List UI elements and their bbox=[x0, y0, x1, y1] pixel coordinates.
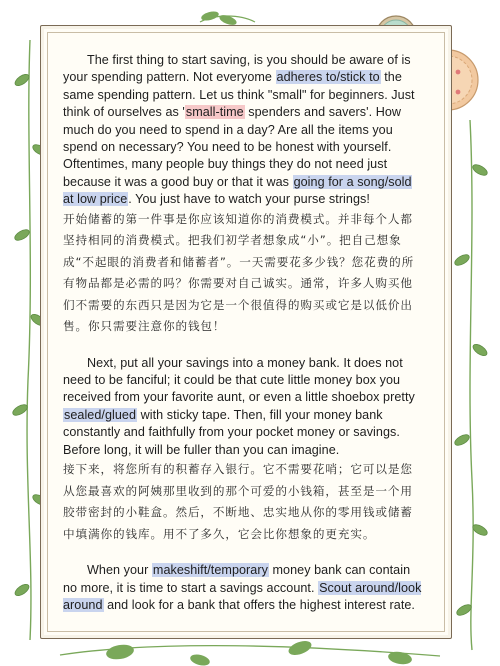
article-body bbox=[63, 52, 423, 614]
paragraph-2-en bbox=[63, 355, 423, 459]
highlight-phrase: sealed/glued bbox=[64, 407, 137, 422]
highlight-phrase: small-time bbox=[185, 105, 244, 120]
paragraph-1-zh: 开始储蓄的第一件事是你应该知道你的消费模式。并非每个人都坚持相同的消费模式。把我们初学者想象成“小”。把自己想象成“不起眼的消费者和储蓄者”。一天需要花多少钱？您花费的所有物品都是必需的吗？你需要对自己诚实。通常，许多人购买他们不需要的东西只是因为它是一个很值得的购买或它是以低价出售。你只需要注意你的钱包！ bbox=[63, 211, 415, 334]
right-vine-icon bbox=[453, 120, 489, 650]
highlight-phrase: Scout around/look around bbox=[63, 580, 422, 612]
text-run: When your bbox=[87, 563, 152, 578]
text-run: the same spending pattern. Let us think "small" for beginners. Just think of ourselves as ' bbox=[63, 70, 415, 120]
text-run: . You just have to watch your purse strings! bbox=[128, 192, 370, 207]
paragraph-3-en bbox=[63, 562, 423, 614]
text-run: The first thing to start saving, is you should be aware of is your spending pattern. Not everyome bbox=[63, 53, 411, 85]
text-run: money bank can contain no more, it is time to start a savings account. bbox=[63, 563, 411, 595]
text-run: and look for a bank that offers the highest interest rate. bbox=[103, 597, 415, 612]
text-run: spenders and savers'. How much do you need to spend in a day? Are all the items you spend on necessary? You need to be honest with yourself. Oftentimes, many people buy things they do not need just because it was a good buy or that it was bbox=[63, 105, 402, 189]
paragraph-gap bbox=[63, 545, 423, 562]
paragraph-gap bbox=[63, 338, 423, 355]
paragraph-2-zh: 接下来，将您所有的积蓄存入银行。它不需要花哨；它可以是您从您最喜欢的阿姨那里收到的那个可爱的小钱箱，甚至是一个用胶带密封的小鞋盒。然后，不断地、忠实地从你的零用钱或储蓄中填满你的钱库。用不了多久，它会比你想象的更充实。 bbox=[63, 462, 413, 541]
paragraph-1-en bbox=[63, 52, 423, 209]
bottom-leaf-icon bbox=[60, 638, 440, 666]
text-run: with sticky tape. Then, fill your money bank constantly and faithfully from your pocket money or savings. Before long, it will be fuller than you can imagine. bbox=[63, 407, 400, 457]
text-run: Next, put all your savings into a money bank. It does not need to be fanciful; it could be that cute little money box you received from your favorite aunt, or even a little shoebox pretty bbox=[63, 355, 415, 405]
highlight-phrase: going for a song/sold at low price bbox=[63, 174, 412, 207]
highlight-phrase: adheres to/stick to bbox=[276, 70, 380, 85]
highlight-phrase: makeshift/temporary bbox=[152, 563, 268, 578]
